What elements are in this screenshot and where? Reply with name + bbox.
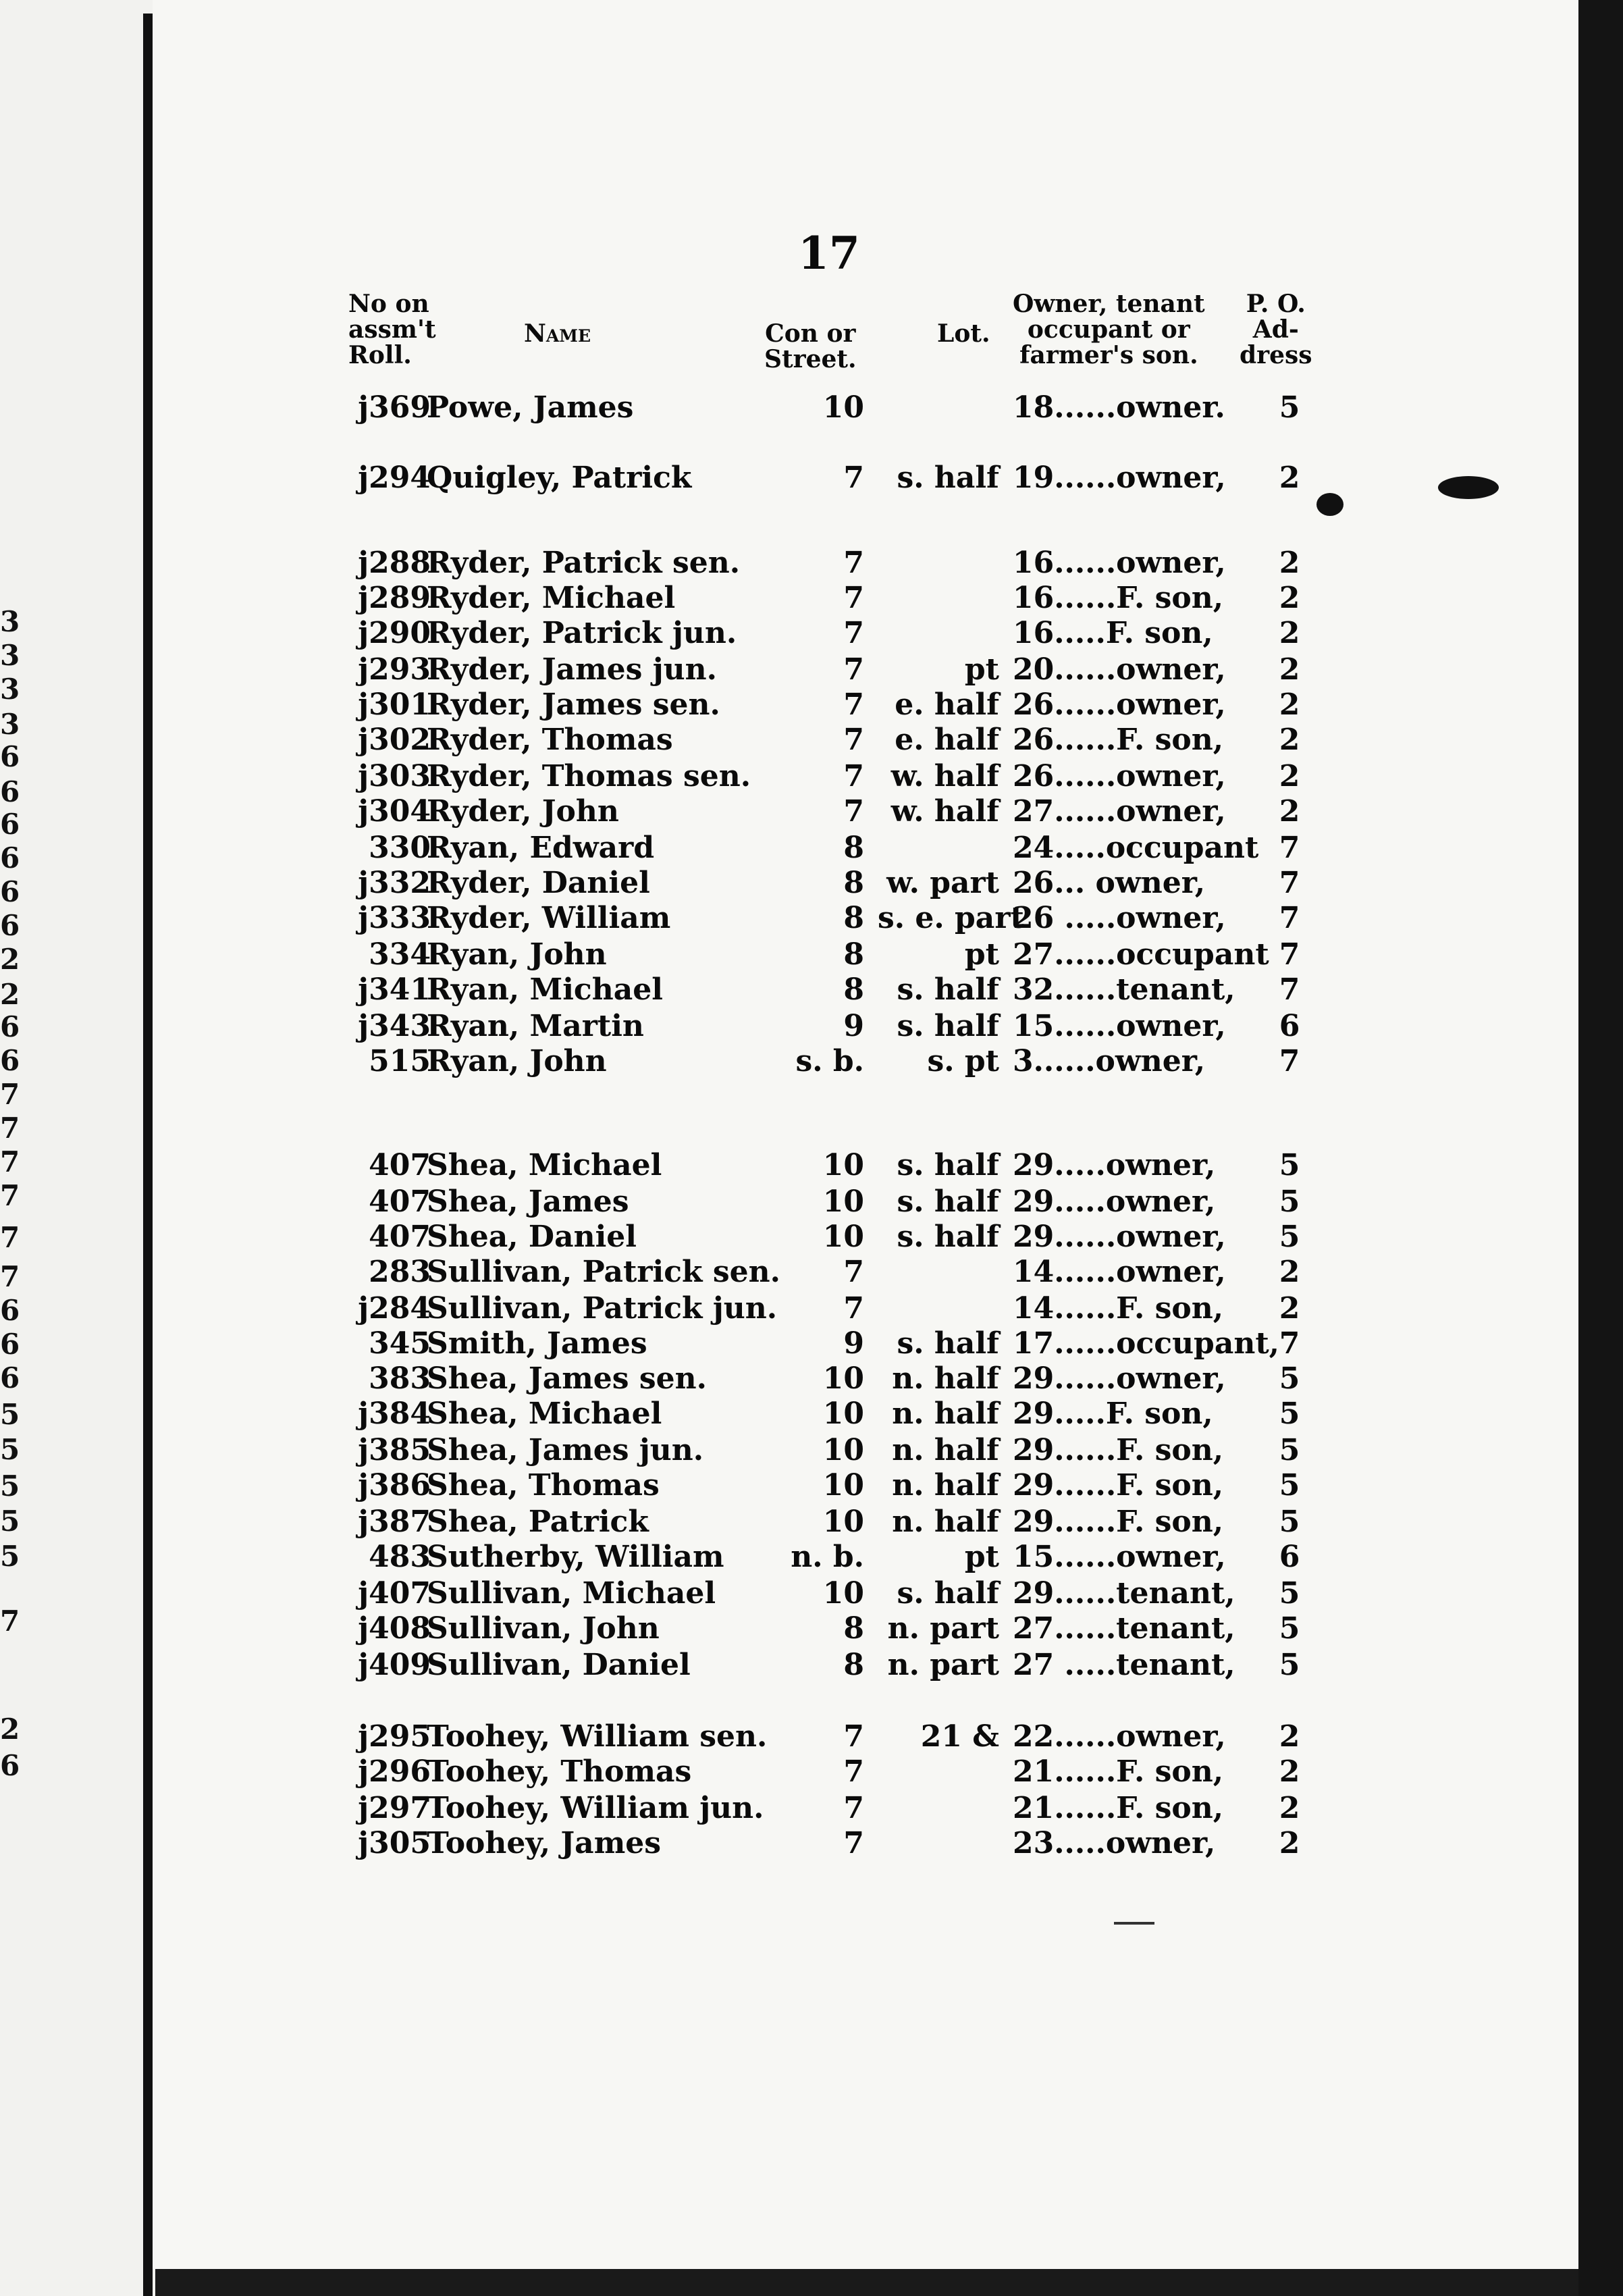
cell-name: Sullivan, Patrick sen.	[427, 1255, 780, 1289]
cell-lot: w. half	[890, 794, 999, 829]
cell-con: 7	[843, 1791, 864, 1825]
cell-con: 7	[843, 1754, 864, 1789]
cell-name: Shea, Patrick	[427, 1505, 649, 1539]
cell-num: 515	[369, 1044, 431, 1078]
cell-po: 2	[1279, 1754, 1300, 1789]
cell-num: j343	[358, 1009, 431, 1043]
cell-po: 5	[1279, 1361, 1300, 1396]
cell-po: 2	[1279, 794, 1300, 829]
cell-num: 407	[369, 1184, 431, 1219]
table-row	[0, 1255, 1623, 1293]
cell-name: Toohey, Thomas	[427, 1754, 692, 1789]
cell-num: 330	[369, 831, 431, 865]
cell-po: 5	[1279, 1433, 1300, 1467]
cell-po: 2	[1279, 546, 1300, 580]
cell-num: j284	[358, 1291, 431, 1326]
cell-num: j295	[358, 1719, 431, 1754]
margin-digit: 7	[0, 1260, 20, 1293]
margin-digit: 3	[0, 708, 20, 741]
margin-digit: 2	[0, 978, 20, 1011]
cell-lot: n. half	[892, 1433, 999, 1467]
cell-name: Ryder, Daniel	[427, 866, 650, 900]
cell-po: 7	[1279, 1326, 1300, 1361]
margin-digit: 6	[0, 1749, 20, 1782]
table-row	[0, 1540, 1623, 1575]
table-row	[0, 1719, 1623, 1754]
table-row	[0, 1648, 1623, 1683]
cell-name: Smith, James	[427, 1326, 647, 1361]
cell-num: 345	[369, 1326, 431, 1361]
cell-owner: 29......F. son,	[1013, 1433, 1224, 1467]
cell-con: 7	[843, 794, 864, 829]
table-row	[0, 901, 1623, 936]
cell-name: Ryan, Michael	[427, 972, 663, 1007]
cell-num: j289	[358, 581, 431, 615]
table-row	[0, 1611, 1623, 1646]
cell-po: 7	[1279, 1044, 1300, 1078]
cell-name: Shea, James sen.	[427, 1361, 707, 1396]
cell-con: 9	[843, 1326, 864, 1361]
cell-num: 483	[369, 1540, 431, 1574]
cell-lot: s. half	[897, 1148, 999, 1182]
table-row	[0, 937, 1623, 976]
table-row	[0, 1505, 1623, 1540]
margin-digit: 7	[0, 1179, 20, 1212]
header-name: Name	[524, 319, 591, 348]
cell-owner: 16.....F. son,	[1013, 616, 1213, 650]
cell-num: j288	[358, 546, 431, 580]
cell-con: 10	[822, 1433, 864, 1467]
cell-name: Shea, James	[427, 1184, 629, 1219]
page-number: 17	[798, 227, 860, 280]
cell-name: Ryder, William	[427, 901, 671, 935]
cell-num: j293	[358, 652, 431, 687]
cell-po: 7	[1279, 901, 1300, 935]
cell-owner: 22......owner,	[1013, 1719, 1226, 1754]
table-row	[0, 1791, 1623, 1826]
cell-name: Ryder, John	[427, 794, 619, 829]
table-row	[0, 759, 1623, 794]
table-row	[0, 1009, 1623, 1044]
table-row	[0, 687, 1623, 723]
cell-po: 2	[1279, 1719, 1300, 1754]
cell-lot: s. half	[897, 1184, 999, 1219]
cell-con: s. b.	[795, 1044, 864, 1078]
header-owner-line: occupant or	[1027, 315, 1190, 344]
cell-owner: 29......tenant,	[1013, 1576, 1235, 1611]
cell-lot: n. half	[892, 1361, 999, 1396]
cell-lot: e. half	[895, 723, 999, 757]
cell-po: 7	[1279, 831, 1300, 865]
cell-num: j296	[358, 1754, 431, 1789]
cell-name: Shea, Daniel	[427, 1220, 637, 1254]
cell-name: Shea, James jun.	[427, 1433, 704, 1467]
margin-digit: 5	[0, 1469, 20, 1503]
cell-con: 10	[822, 1361, 864, 1396]
table-row	[0, 1145, 1623, 1183]
cell-con: 10	[822, 1397, 864, 1431]
cell-num: j333	[358, 901, 431, 935]
cell-lot: n. half	[892, 1505, 999, 1539]
cell-name: Sutherby, William	[427, 1540, 724, 1574]
margin-digit: 6	[0, 808, 20, 841]
margin-digit: 7	[0, 1221, 20, 1254]
cell-num: j290	[358, 616, 431, 650]
cell-name: Ryder, Thomas sen.	[427, 759, 751, 793]
cell-con: 7	[843, 759, 864, 793]
cell-po: 5	[1279, 1611, 1300, 1646]
cell-po: 2	[1279, 1791, 1300, 1825]
cell-con: 10	[822, 390, 864, 425]
table-row	[0, 461, 1623, 496]
table-row	[0, 1576, 1623, 1611]
cell-owner: 26......owner,	[1013, 687, 1226, 722]
margin-digit: 7	[0, 1145, 20, 1178]
cell-lot: n. half	[892, 1468, 999, 1503]
cell-owner: 29......owner,	[1013, 1220, 1226, 1254]
margin-digit: 5	[0, 1398, 20, 1431]
cell-po: 7	[1279, 866, 1300, 900]
cell-name: Ryan, John	[427, 937, 607, 972]
cell-owner: 15......owner,	[1013, 1540, 1226, 1574]
cell-owner: 27 .....tenant,	[1013, 1648, 1235, 1682]
cell-num: j408	[358, 1611, 431, 1646]
margin-digit: 6	[0, 841, 20, 875]
cell-name: Ryder, Patrick sen.	[427, 546, 741, 580]
cell-con: 8	[843, 831, 864, 865]
cell-po: 2	[1279, 581, 1300, 615]
cell-lot: s. half	[897, 461, 999, 495]
cell-con: 10	[822, 1468, 864, 1503]
header-number-line: assm't	[348, 315, 436, 344]
cell-name: Toohey, William sen.	[427, 1719, 768, 1754]
cell-po: 5	[1279, 1468, 1300, 1503]
cell-lot: 21 &	[920, 1719, 999, 1754]
cell-con: 7	[843, 687, 864, 722]
cell-name: Sullivan, Patrick jun.	[427, 1291, 778, 1326]
table-row	[0, 1326, 1623, 1361]
margin-digit: 6	[0, 1294, 20, 1327]
cell-num: j332	[358, 866, 431, 900]
margin-digit: 5	[0, 1540, 20, 1573]
cell-con: 8	[843, 1648, 864, 1682]
table-row	[0, 652, 1623, 687]
cell-owner: 17......occupant,	[1013, 1326, 1279, 1361]
cell-num: j386	[358, 1468, 431, 1503]
cell-lot: n. part	[887, 1611, 999, 1646]
margin-digit: 6	[0, 1361, 20, 1394]
cell-num: 383	[369, 1361, 431, 1396]
cell-owner: 26 .....owner,	[1013, 901, 1226, 935]
cell-con: 8	[843, 866, 864, 900]
cell-owner: 23.....owner,	[1013, 1826, 1216, 1860]
cell-lot: n. half	[892, 1397, 999, 1431]
margin-digit: 6	[0, 1044, 20, 1077]
margin-digit: 6	[0, 775, 20, 808]
cell-owner: 29......F. son,	[1013, 1505, 1224, 1539]
cell-owner: 29.....owner,	[1013, 1148, 1216, 1182]
cell-num: 334	[369, 937, 431, 972]
cell-owner: 15......owner,	[1013, 1009, 1226, 1043]
header-owner	[1013, 292, 1205, 368]
cell-po: 5	[1279, 1184, 1300, 1219]
table-row	[0, 1397, 1623, 1432]
cell-num: j387	[358, 1505, 431, 1539]
margin-digit: 2	[0, 1713, 20, 1746]
cell-po: 2	[1279, 652, 1300, 687]
cell-po: 5	[1279, 1397, 1300, 1431]
cell-lot: pt	[964, 937, 999, 972]
margin-digit: 5	[0, 1433, 20, 1466]
table-row	[0, 1826, 1623, 1861]
cell-con: 10	[822, 1220, 864, 1254]
header-po	[1240, 292, 1312, 368]
cell-po: 5	[1279, 1648, 1300, 1682]
cell-con: 8	[843, 937, 864, 972]
cell-name: Ryan, Edward	[427, 831, 655, 865]
cell-num: 407	[369, 1220, 431, 1254]
margin-digit: 3	[0, 639, 20, 672]
margin-digit: 6	[0, 1010, 20, 1043]
cell-po: 5	[1279, 1148, 1300, 1182]
table-row	[0, 1361, 1623, 1397]
header-number	[348, 292, 436, 368]
cell-con: 7	[843, 616, 864, 650]
cell-po: 2	[1279, 723, 1300, 757]
cell-owner: 20......owner,	[1013, 652, 1226, 687]
cell-po: 5	[1279, 390, 1300, 425]
cell-lot: s. pt	[927, 1044, 999, 1078]
cell-con: 9	[843, 1009, 864, 1043]
cell-num: j303	[358, 759, 431, 793]
margin-digit: 7	[0, 1078, 20, 1111]
table-row	[0, 831, 1623, 866]
margin-digit: 3	[0, 673, 20, 706]
margin-digit: 3	[0, 605, 20, 638]
cell-owner: 27......owner,	[1013, 794, 1226, 829]
cell-owner: 27......occupant	[1013, 937, 1269, 972]
cell-owner: 16......owner,	[1013, 546, 1226, 580]
cell-po: 2	[1279, 616, 1300, 650]
table-row	[0, 581, 1623, 616]
cell-owner: 19......owner,	[1013, 461, 1226, 495]
cell-name: Ryder, James jun.	[427, 652, 717, 687]
cell-num: j302	[358, 723, 431, 757]
cell-num: 407	[369, 1148, 431, 1182]
cell-name: Ryan, Martin	[427, 1009, 644, 1043]
cell-con: 7	[843, 1291, 864, 1326]
cell-owner: 14......owner,	[1013, 1255, 1226, 1289]
cell-name: Shea, Thomas	[427, 1468, 660, 1503]
header-owner-line: Owner, tenant	[1013, 290, 1205, 318]
cell-name: Ryan, John	[427, 1044, 607, 1078]
header-po-line: dress	[1240, 340, 1312, 369]
table-row	[0, 616, 1623, 651]
cell-owner: 21......F. son,	[1013, 1754, 1224, 1789]
margin-digit: 6	[0, 1328, 20, 1361]
cell-lot: pt	[964, 1540, 999, 1574]
margin-digit: 6	[0, 875, 20, 908]
header-con-line: Con or	[765, 319, 856, 348]
cell-con: 10	[822, 1184, 864, 1219]
cell-owner: 26... owner,	[1013, 866, 1206, 900]
cell-po: 2	[1279, 1826, 1300, 1860]
cell-po: 5	[1279, 1576, 1300, 1611]
cell-owner: 32......tenant,	[1013, 972, 1235, 1007]
cell-po: 2	[1279, 759, 1300, 793]
cell-owner: 14......F. son,	[1013, 1291, 1224, 1326]
cell-num: j297	[358, 1791, 431, 1825]
cell-lot: s. half	[897, 1009, 999, 1043]
cell-name: Ryder, Patrick jun.	[427, 616, 737, 650]
cell-lot: s. half	[897, 972, 999, 1007]
cell-name: Sullivan, Daniel	[427, 1648, 691, 1682]
cell-po: 5	[1279, 1505, 1300, 1539]
cell-con: 7	[843, 581, 864, 615]
table-row	[0, 1749, 1623, 1790]
margin-digit: 6	[0, 740, 20, 773]
cell-name: Sullivan, John	[427, 1611, 660, 1646]
cell-name: Quigley, Patrick	[427, 461, 692, 495]
header-po-line: Ad-	[1252, 315, 1299, 344]
cell-owner: 29......F. son,	[1013, 1468, 1224, 1503]
cell-po: 2	[1279, 687, 1300, 722]
table-row	[0, 972, 1623, 1011]
cell-owner: 3......owner,	[1013, 1044, 1206, 1078]
margin-digit: 2	[0, 943, 20, 976]
cell-num: j369	[358, 390, 431, 425]
cell-name: Ryder, Thomas	[427, 723, 673, 757]
cell-con: 8	[843, 972, 864, 1007]
cell-lot: s. half	[897, 1326, 999, 1361]
cell-name: Toohey, William jun.	[427, 1791, 764, 1825]
cell-lot: s. e. part	[878, 901, 1024, 935]
cell-num: j341	[358, 972, 431, 1007]
margin-digit: 6	[0, 909, 20, 942]
header-lot: Lot.	[937, 319, 990, 348]
cell-name: Shea, Michael	[427, 1148, 662, 1182]
cell-con: n. b.	[791, 1540, 864, 1574]
cell-num: 283	[369, 1255, 431, 1289]
table-row	[0, 546, 1623, 581]
cell-con: 7	[843, 1719, 864, 1754]
cell-owner: 29......owner,	[1013, 1361, 1226, 1396]
cell-num: j305	[358, 1826, 431, 1860]
cell-owner: 29.....owner,	[1013, 1184, 1216, 1219]
header-owner-line: farmer's son.	[1019, 340, 1198, 369]
header-number-line: No on	[348, 290, 429, 318]
cell-po: 2	[1279, 1255, 1300, 1289]
cell-name: Shea, Michael	[427, 1397, 662, 1431]
cell-lot: pt	[964, 652, 999, 687]
cell-con: 10	[822, 1505, 864, 1539]
margin-digit: 7	[0, 1112, 20, 1145]
table-row	[0, 1220, 1623, 1255]
cell-con: 7	[843, 1826, 864, 1860]
margin-digit: 7	[0, 1604, 20, 1638]
cell-po: 7	[1279, 972, 1300, 1007]
cell-con: 7	[843, 546, 864, 580]
cell-owner: 16......F. son,	[1013, 581, 1224, 615]
table-row	[0, 1291, 1623, 1326]
cell-lot: s. half	[897, 1576, 999, 1611]
end-rule	[1114, 1922, 1154, 1925]
table-row	[0, 794, 1623, 829]
cell-po: 5	[1279, 1220, 1300, 1254]
cell-lot: n. part	[887, 1648, 999, 1682]
cell-num: j385	[358, 1433, 431, 1467]
cell-owner: 21......F. son,	[1013, 1791, 1224, 1825]
cell-num: j409	[358, 1648, 431, 1682]
table-row	[0, 1433, 1623, 1468]
cell-owner: 18......owner.	[1013, 390, 1225, 425]
header-po-line: P. O.	[1246, 290, 1306, 318]
cell-con: 8	[843, 1611, 864, 1646]
cell-con: 7	[843, 461, 864, 495]
cell-lot: e. half	[895, 687, 999, 722]
margin-digit: 5	[0, 1505, 20, 1538]
cell-con: 7	[843, 723, 864, 757]
cell-con: 7	[843, 1255, 864, 1289]
cell-owner: 29.....F. son,	[1013, 1397, 1213, 1431]
cell-owner: 27......tenant,	[1013, 1611, 1235, 1646]
cell-num: j294	[358, 461, 431, 495]
cell-name: Powe, James	[427, 390, 634, 425]
cell-con: 8	[843, 901, 864, 935]
cell-name: Ryder, James sen.	[427, 687, 720, 722]
cell-po: 7	[1279, 937, 1300, 972]
cell-num: j384	[358, 1397, 431, 1431]
table-row	[0, 1044, 1623, 1079]
header-con-line: Street.	[764, 344, 857, 373]
table-row	[0, 866, 1623, 901]
cell-con: 10	[822, 1576, 864, 1611]
cell-con: 7	[843, 652, 864, 687]
cell-name: Toohey, James	[427, 1826, 662, 1860]
cell-lot: s. half	[897, 1220, 999, 1254]
ink-blot	[1438, 476, 1499, 499]
table-row	[0, 723, 1623, 758]
table-row	[0, 390, 1623, 425]
header-con	[764, 321, 857, 373]
cell-lot: w. half	[890, 759, 999, 793]
cell-num: j301	[358, 687, 431, 722]
cell-num: j407	[358, 1576, 431, 1611]
cell-lot: w. part	[886, 866, 999, 900]
cell-po: 6	[1279, 1540, 1300, 1574]
cell-owner: 26......owner,	[1013, 759, 1226, 793]
cell-num: j304	[358, 794, 431, 829]
cell-name: Ryder, Michael	[427, 581, 676, 615]
ink-blot	[1316, 493, 1343, 516]
cell-name: Sullivan, Michael	[427, 1576, 716, 1611]
cell-po: 6	[1279, 1009, 1300, 1043]
cell-po: 2	[1279, 1291, 1300, 1326]
header-number-line: Roll.	[348, 340, 412, 369]
cell-con: 10	[822, 1148, 864, 1182]
cell-owner: 26......F. son,	[1013, 723, 1224, 757]
cell-owner: 24.....occupant	[1013, 831, 1259, 865]
table-row	[0, 1179, 1623, 1220]
table-row	[0, 1468, 1623, 1503]
cell-po: 2	[1279, 461, 1300, 495]
